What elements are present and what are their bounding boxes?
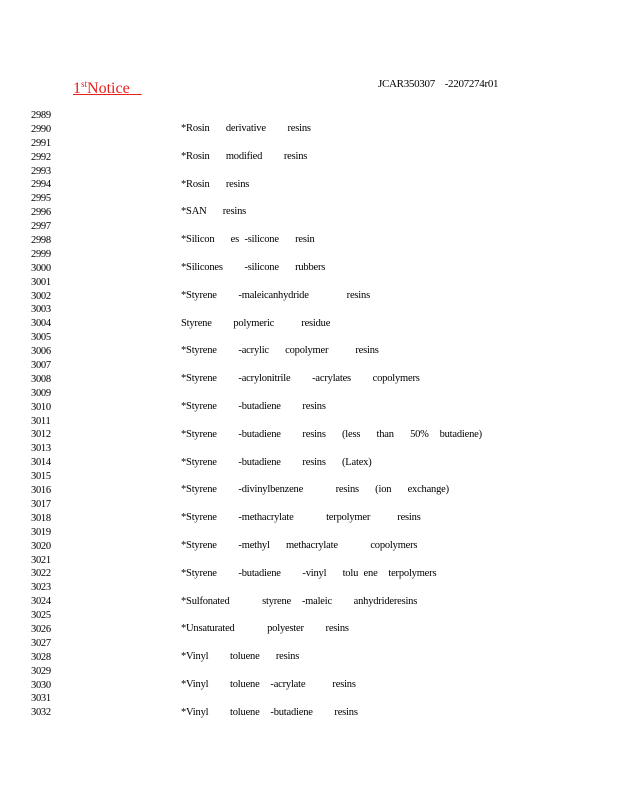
line-number: 3012 — [31, 429, 51, 441]
line-number: 3003 — [31, 304, 51, 316]
line-number: 3006 — [31, 346, 51, 358]
line-number: 3016 — [31, 485, 51, 497]
line-number: 3021 — [31, 554, 51, 566]
list-item: *Styrene -methyl methacrylate copolymers — [181, 539, 418, 551]
notice-ordinal-suffix: st — [81, 79, 88, 89]
line-number: 3014 — [31, 457, 51, 469]
line-number: 3001 — [31, 276, 51, 288]
line-number: 3010 — [31, 401, 51, 413]
line-number: 2990 — [31, 123, 51, 135]
list-item: *Styrene -butadiene resins (less than 50% butadiene) — [181, 428, 482, 440]
line-number: 2996 — [31, 207, 51, 219]
line-number: 3004 — [31, 318, 51, 330]
resin-list — [181, 122, 482, 734]
line-number: 3007 — [31, 360, 51, 372]
list-item: *Styrene -maleicanhydride resins — [181, 289, 370, 301]
line-number: 2993 — [31, 165, 51, 177]
line-number: 3002 — [31, 290, 51, 302]
list-item: *Styrene -butadiene resins — [181, 400, 326, 412]
line-number: 3024 — [31, 596, 51, 608]
line-number: 3020 — [31, 540, 51, 552]
list-item: *Rosin resins — [181, 178, 250, 190]
line-number: 3028 — [31, 651, 51, 663]
notice-number: 1 — [73, 80, 81, 97]
list-item: *Vinyl toluene -butadiene resins — [181, 706, 358, 718]
line-number: 2991 — [31, 137, 51, 149]
list-item: *Silicones -silicone rubbers — [181, 261, 326, 273]
list-item: *Styrene -acrylic copolymer resins — [181, 345, 379, 357]
list-item: *Styrene -divinylbenzene resins (ion exchange) — [181, 484, 449, 496]
line-number: 3032 — [31, 707, 51, 719]
line-number: 2994 — [31, 179, 51, 191]
line-number: 2989 — [31, 110, 51, 121]
line-number: 3015 — [31, 471, 51, 483]
line-number: 3023 — [31, 582, 51, 594]
line-number: 3022 — [31, 568, 51, 580]
list-item: *Vinyl toluene resins — [181, 651, 300, 663]
line-number: 2995 — [31, 193, 51, 205]
line-number-column — [31, 109, 71, 720]
line-number: 3027 — [31, 637, 51, 649]
line-number: 3019 — [31, 526, 51, 538]
line-number: 2999 — [31, 248, 51, 260]
line-number: 3026 — [31, 623, 51, 635]
list-item: *Styrene -butadiene resins (Latex) — [181, 456, 372, 468]
line-number: 3025 — [31, 610, 51, 622]
line-number: 3017 — [31, 498, 51, 510]
list-item: *Silicon es -silicone resin — [181, 234, 315, 246]
line-number: 3008 — [31, 373, 51, 385]
list-item: *Vinyl toluene -acrylate resins — [181, 678, 356, 690]
line-number: 2992 — [31, 151, 51, 163]
list-item: *Styrene -butadiene -vinyl tolu ene terpolymers — [181, 567, 437, 579]
line-number: 2997 — [31, 221, 51, 233]
line-number: 3031 — [31, 693, 51, 705]
document-code: JCAR350307 -2207274r01 — [378, 78, 499, 90]
list-item: *Rosin modified resins — [181, 150, 308, 162]
line-number: 3013 — [31, 443, 51, 455]
list-item: *Sulfonated styrene -maleic anhydrideresins — [181, 595, 418, 607]
line-number: 3000 — [31, 262, 51, 274]
line-number: 3009 — [31, 387, 51, 399]
line-number: 3011 — [31, 415, 51, 427]
line-number: 2998 — [31, 235, 51, 247]
list-item: *SAN resins — [181, 206, 247, 218]
list-item: Styrene polymeric residue — [181, 317, 331, 329]
notice-word: Notice — [87, 80, 130, 97]
list-item: *Rosin derivative resins — [181, 123, 311, 134]
list-item: *Unsaturated polyester resins — [181, 623, 349, 635]
line-number: 3018 — [31, 512, 51, 524]
line-number: 3029 — [31, 665, 51, 677]
notice-heading — [73, 74, 142, 99]
list-item: *Styrene -acrylonitrile -acrylates copolymers — [181, 373, 420, 385]
line-number: 3030 — [31, 679, 51, 691]
line-number: 3005 — [31, 332, 51, 344]
list-item: *Styrene -methacrylate terpolymer resins — [181, 512, 421, 524]
